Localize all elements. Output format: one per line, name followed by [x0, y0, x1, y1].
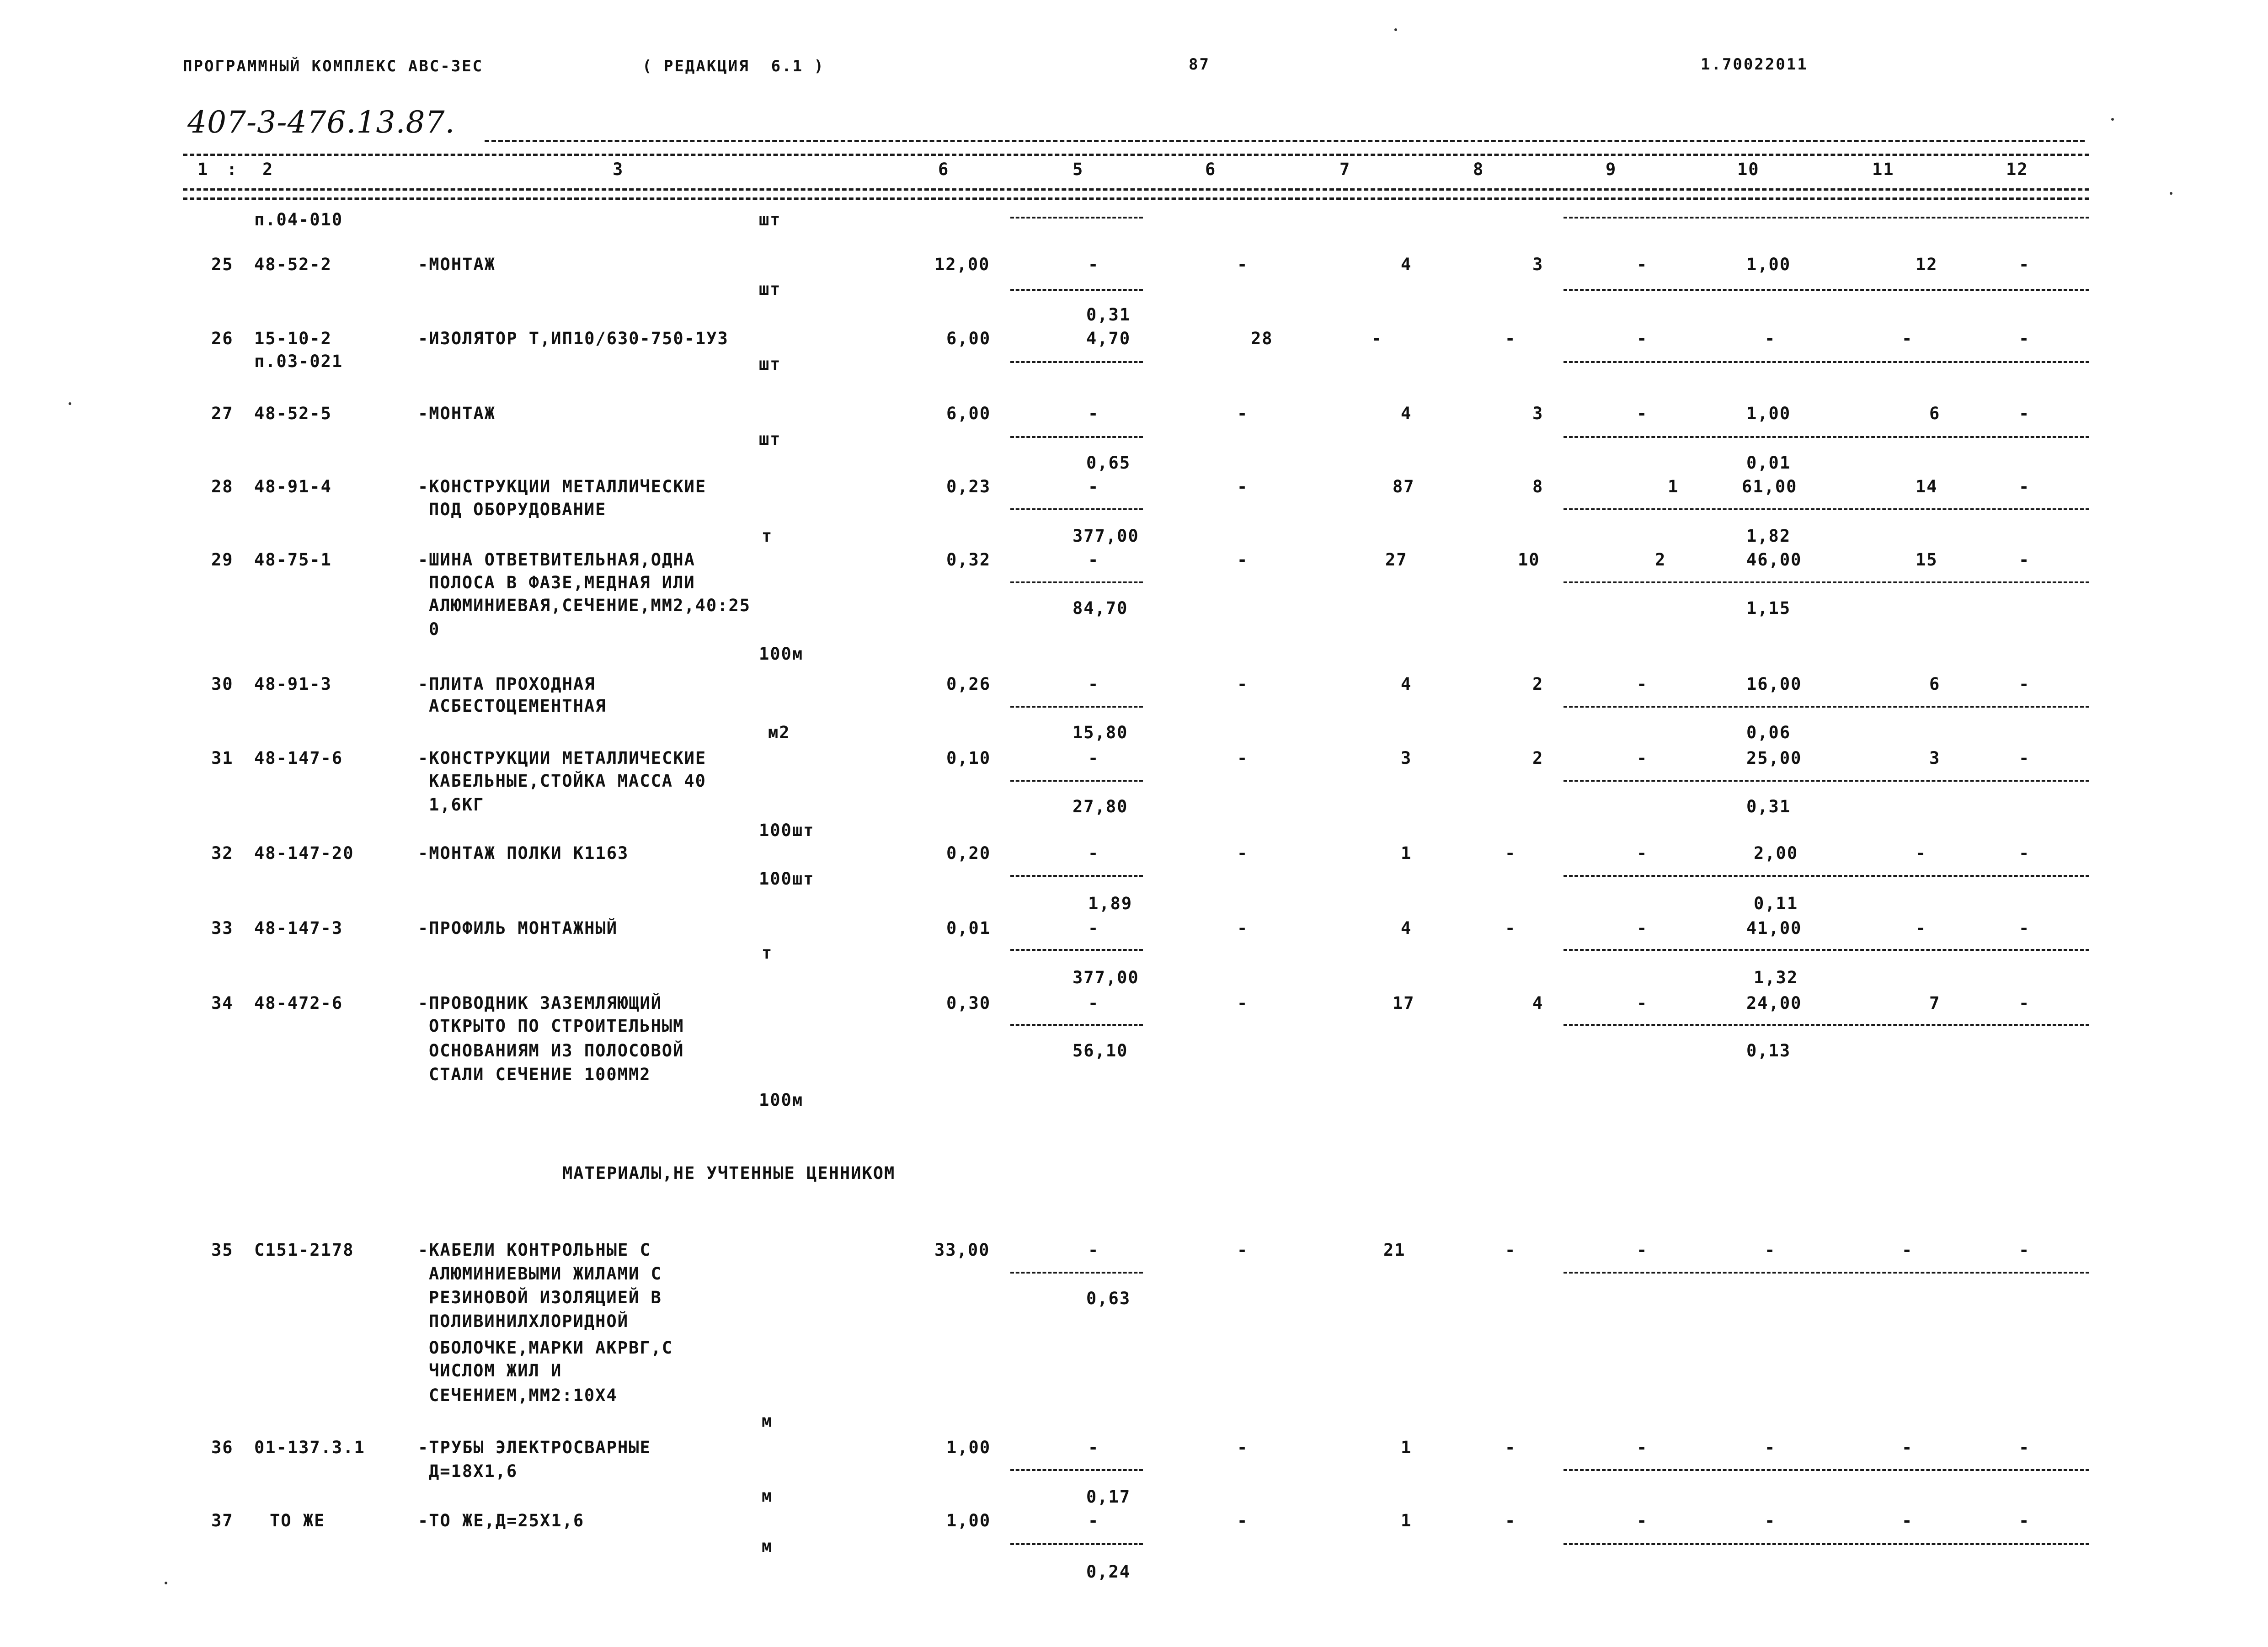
col9-value: -	[1637, 674, 1648, 694]
col10-value: 41,00	[1746, 918, 1802, 938]
price-code: 48-472-6	[254, 993, 343, 1013]
col12-value: -	[2019, 993, 2030, 1013]
price-code: 48-91-4	[254, 477, 332, 496]
work-name-line4: 0	[429, 619, 440, 639]
col-12: 12	[2006, 160, 2028, 179]
col-7: 7	[1339, 160, 1351, 179]
col8-value: -	[1505, 918, 1516, 938]
row-rule	[1010, 949, 1143, 951]
unit: м2	[768, 723, 790, 742]
cost-value: -	[1088, 1438, 1099, 1457]
work-name: -ИЗОЛЯТОР Т,ИП10/630-750-1У3	[418, 329, 729, 348]
column-header-bottom-2	[183, 197, 2089, 200]
price-code: 48-52-2	[254, 255, 332, 274]
col9-value: -	[1637, 404, 1648, 423]
col9-value: -	[1637, 1438, 1648, 1457]
col8-value: 10	[1518, 550, 1540, 570]
row-rule	[1010, 875, 1143, 877]
col10-value: 61,00	[1742, 477, 1798, 496]
row-rule	[1010, 361, 1143, 363]
col6-value: -	[1237, 477, 1249, 496]
col7-value: 1	[1401, 1511, 1412, 1530]
unit: м	[762, 1536, 773, 1556]
row-rule	[1564, 1543, 2089, 1545]
col12-value: -	[2019, 1240, 2030, 1260]
section-title: МАТЕРИАЛЫ,НЕ УЧТЕННЫЕ ЦЕННИКОМ	[562, 1163, 896, 1183]
col10-value-prev: 1,82	[1746, 526, 1791, 546]
unit: 100шт	[759, 869, 815, 889]
program-title: ПРОГРАММНЫЙ КОМПЛЕКС АВС-ЗЕС	[183, 57, 484, 75]
row-number: 36	[211, 1438, 234, 1457]
col12-value: -	[2019, 329, 2030, 348]
row-rule	[1564, 1024, 2089, 1026]
work-name: -ТРУБЫ ЭЛЕКТРОСВАРНЫЕ	[418, 1438, 651, 1457]
col9-value: -	[1637, 918, 1648, 938]
col6-value: -	[1237, 1511, 1249, 1530]
row-number: 28	[211, 477, 234, 496]
col10-value-2: 0,06	[1746, 723, 1791, 742]
col10-value: 16,00	[1746, 674, 1802, 694]
col7-value: 27	[1385, 550, 1408, 570]
col-6b: 6	[1205, 160, 1217, 179]
row-rule	[1564, 436, 2089, 438]
row-number: 31	[211, 748, 234, 768]
row-rule	[1010, 1469, 1143, 1471]
unit: шт	[759, 429, 781, 449]
cost-value: -	[1088, 1240, 1099, 1260]
cost-value-2: 0,63	[1086, 1289, 1131, 1308]
col12-value: -	[2019, 404, 2030, 423]
col8-value: 3	[1532, 404, 1544, 423]
cost-value-2: 27,80	[1073, 797, 1128, 816]
unit: шт	[759, 279, 781, 299]
col9-value: -	[1637, 993, 1648, 1013]
col10-value-2: 0,13	[1746, 1041, 1791, 1061]
row-rule	[1010, 436, 1143, 438]
row-number: 27	[211, 404, 234, 423]
col7-value: 17	[1393, 993, 1415, 1013]
row-rule	[1564, 780, 2089, 782]
cost-value-prev: 377,00	[1073, 526, 1139, 546]
col7-value: 1	[1401, 843, 1412, 863]
col9-value: -	[1637, 843, 1648, 863]
scan-speck	[1394, 28, 1397, 31]
col11-value: -	[1916, 918, 1927, 938]
col8-value: -	[1505, 843, 1516, 863]
work-name-line3: 1,6КГ	[429, 795, 485, 815]
col8-value: 2	[1532, 748, 1544, 768]
col6-value: -	[1237, 404, 1249, 423]
quantity: 12,00	[934, 255, 990, 274]
col-6: 6	[938, 160, 950, 179]
work-name-line5: ОБОЛОЧКЕ,МАРКИ АКРВГ,С	[429, 1338, 673, 1358]
work-name-line4: СТАЛИ СЕЧЕНИЕ 100ММ2	[429, 1065, 651, 1084]
col-2: 2	[262, 160, 274, 179]
price-code: С151-2178	[254, 1240, 354, 1260]
work-name: -ПРОВОДНИК ЗАЗЕМЛЯЮЩИЙ	[418, 993, 662, 1013]
col6-value: -	[1237, 1240, 1249, 1260]
row-rule	[1564, 1469, 2089, 1471]
cost-value: -	[1088, 674, 1099, 694]
col10-value-2: 1,15	[1746, 598, 1791, 618]
work-name-line3: РЕЗИНОВОЙ ИЗОЛЯЦИЕЙ В	[429, 1288, 662, 1307]
unit: м	[762, 1411, 773, 1431]
col11-value: 7	[1929, 993, 1941, 1013]
col-10: 10	[1737, 160, 1760, 179]
row-rule	[1010, 217, 1143, 219]
col12-value: -	[2019, 1511, 2030, 1530]
price-code: 48-147-20	[254, 843, 354, 863]
quantity: 0,01	[946, 918, 991, 938]
col8-value: 8	[1532, 477, 1544, 496]
work-name-line2: КАБЕЛЬНЫЕ,СТОЙКА МАССА 40	[429, 771, 706, 791]
col7-value: 4	[1401, 674, 1412, 694]
col12-value: -	[2019, 477, 2030, 496]
col8-value: -	[1505, 329, 1516, 348]
document-code: 1.70022011	[1701, 55, 1808, 74]
edition-label: ( РЕДАКЦИЯ 6.1 )	[642, 57, 825, 75]
cost-value: -	[1088, 404, 1099, 423]
row-rule	[1010, 1543, 1143, 1545]
scan-speck	[69, 402, 71, 405]
row-rule	[1010, 706, 1143, 708]
col9-value: -	[1637, 255, 1648, 274]
col11-value: 6	[1929, 404, 1941, 423]
col11-value: 6	[1929, 674, 1941, 694]
unit: 100м	[759, 1090, 804, 1110]
scan-speck	[2111, 118, 2114, 121]
col10-value: 1,00	[1746, 255, 1791, 274]
row-number: 25	[211, 255, 234, 274]
col8-value: -	[1505, 1511, 1516, 1530]
col11-value: -	[1902, 1240, 1913, 1260]
col-8: 8	[1473, 160, 1484, 179]
row-rule	[1564, 289, 2089, 291]
unit: шт	[759, 210, 781, 229]
col-5: 5	[1073, 160, 1084, 179]
work-name: -ПРОФИЛЬ МОНТАЖНЫЙ	[418, 918, 618, 938]
col10-value: 24,00	[1746, 993, 1802, 1013]
col12-value: -	[2019, 1438, 2030, 1457]
unit: т	[762, 943, 773, 963]
quantity: 0,32	[946, 550, 991, 570]
row-rule	[1564, 581, 2089, 583]
cost-value-2: 0,17	[1086, 1487, 1131, 1507]
work-name-line7: СЕЧЕНИЕМ,ММ2:10Х4	[429, 1386, 618, 1405]
col9-value: -	[1637, 748, 1648, 768]
col6-value: -	[1237, 1438, 1249, 1457]
unit: шт	[759, 354, 781, 374]
quantity: 1,00	[946, 1438, 991, 1457]
cost-value-prev: 0,31	[1086, 305, 1131, 325]
col6-value: -	[1237, 255, 1249, 274]
row-number: 29	[211, 550, 234, 570]
row-rule	[1010, 1272, 1143, 1274]
column-header-top	[183, 154, 2089, 156]
price-code: ТО ЖЕ	[270, 1511, 326, 1530]
header-rule	[485, 140, 2085, 142]
row-number: 35	[211, 1240, 234, 1260]
cost-value-2: 1,89	[1088, 894, 1133, 913]
row-rule	[1010, 581, 1143, 583]
row-rule	[1564, 1272, 2089, 1274]
col-sep: :	[227, 160, 238, 179]
unit: 100м	[759, 644, 804, 664]
work-name-line2: АСБЕСТОЦЕМЕНТНАЯ	[429, 696, 607, 716]
unit: м	[762, 1486, 773, 1506]
work-name: -КОНСТРУКЦИИ МЕТАЛЛИЧЕСКИЕ	[418, 477, 707, 496]
cost-value: -	[1088, 255, 1099, 274]
col10-value-prev: 0,01	[1746, 453, 1791, 473]
col8-value: -	[1505, 1438, 1516, 1457]
col12-value: -	[2019, 550, 2030, 570]
col10-value: -	[1765, 329, 1776, 348]
unit: 100шт	[759, 821, 815, 840]
col10-value-2: 1,32	[1754, 968, 1798, 987]
price-code: 48-91-3	[254, 674, 332, 694]
row-number: 30	[211, 674, 234, 694]
col11-value: -	[1902, 1438, 1913, 1457]
work-name-line4: ПОЛИВИНИЛХЛОРИДНОЙ	[429, 1311, 629, 1331]
col12-value: -	[2019, 255, 2030, 274]
col10-value: -	[1765, 1438, 1776, 1457]
quantity: 1,00	[946, 1511, 991, 1530]
work-name: -ШИНА ОТВЕТВИТЕЛЬНАЯ,ОДНА	[418, 550, 695, 570]
price-code: 48-147-3	[254, 918, 343, 938]
cost-value: 4,70	[1086, 329, 1131, 348]
col10-value: 25,00	[1746, 748, 1802, 768]
cost-value: -	[1088, 550, 1099, 570]
col6-value: -	[1237, 550, 1249, 570]
col11-value: -	[1916, 843, 1927, 863]
price-code: 01-137.3.1	[254, 1438, 365, 1457]
row-rule	[1010, 1024, 1143, 1026]
col9-value: -	[1637, 1240, 1648, 1260]
work-name-line2: ПОЛОСА В ФАЗЕ,МЕДНАЯ ИЛИ	[429, 573, 695, 592]
cost-value-2: 15,80	[1073, 723, 1128, 742]
cost-value: -	[1088, 477, 1099, 496]
work-name: -МОНТАЖ	[418, 255, 496, 274]
col7-value: 87	[1393, 477, 1415, 496]
work-name: -ТО ЖЕ,Д=25Х1,6	[418, 1511, 585, 1530]
col10-value: 1,00	[1746, 404, 1791, 423]
col7-value: -	[1371, 329, 1383, 348]
row-rule	[1010, 508, 1143, 510]
quantity: 6,00	[946, 329, 991, 348]
col7-value: 21	[1383, 1240, 1406, 1260]
row-number: 34	[211, 993, 234, 1013]
work-name-line2: Д=18Х1,6	[429, 1461, 518, 1481]
col11-value: 15	[1916, 550, 1938, 570]
col9-value: -	[1637, 1511, 1648, 1530]
col7-value: 4	[1401, 255, 1412, 274]
cost-value-2: 84,70	[1073, 598, 1128, 618]
col10-value: -	[1765, 1511, 1776, 1530]
col9-value: 2	[1655, 550, 1666, 570]
cost-value-prev: 0,65	[1086, 453, 1131, 473]
price-code: 48-147-6	[254, 748, 343, 768]
row-number: 32	[211, 843, 234, 863]
column-header-bottom	[183, 188, 2089, 191]
col6-value: -	[1237, 918, 1249, 938]
quantity: 0,20	[946, 843, 991, 863]
col10-value-2: 0,11	[1754, 894, 1798, 913]
col11-value: 14	[1916, 477, 1938, 496]
scan-speck	[2170, 192, 2172, 195]
col12-value: -	[2019, 674, 2030, 694]
row-rule	[1010, 289, 1143, 291]
col12-value: -	[2019, 843, 2030, 863]
col6-value: -	[1237, 674, 1249, 694]
cost-value: -	[1088, 748, 1099, 768]
page-number: 87	[1189, 55, 1210, 74]
col11-value: 12	[1916, 255, 1938, 274]
work-name-line2: ПОД ОБОРУДОВАНИЕ	[429, 500, 607, 519]
col7-value: 4	[1401, 918, 1412, 938]
col11-value: -	[1902, 329, 1913, 348]
quantity: 0,30	[946, 993, 991, 1013]
cost-value-2: 56,10	[1073, 1041, 1128, 1061]
price-code: 15-10-2	[254, 329, 332, 348]
work-name: -КОНСТРУКЦИИ МЕТАЛЛИЧЕСКИЕ	[418, 748, 707, 768]
cost-value: -	[1088, 843, 1099, 863]
col7-value: 3	[1401, 748, 1412, 768]
quantity: 0,26	[946, 674, 991, 694]
work-name-line3: АЛЮМИНИЕВАЯ,СЕЧЕНИЕ,ММ2,40:25	[429, 596, 751, 615]
col8-value: 3	[1532, 255, 1544, 274]
col10-value-2: 0,31	[1746, 797, 1791, 816]
col9-value: -	[1637, 329, 1648, 348]
col11-value: -	[1902, 1511, 1913, 1530]
price-code: 48-75-1	[254, 550, 332, 570]
row-rule	[1564, 361, 2089, 363]
col6-value: -	[1237, 748, 1249, 768]
work-name: -ПЛИТА ПРОХОДНАЯ	[418, 674, 596, 694]
col8-value: 4	[1532, 993, 1544, 1013]
row-number: 37	[211, 1511, 234, 1530]
row-rule	[1564, 949, 2089, 951]
price-code: п.04-010	[254, 210, 343, 229]
row-number: 33	[211, 918, 234, 938]
price-ref: п.03-021	[254, 352, 343, 371]
col8-value: -	[1505, 1240, 1516, 1260]
quantity: 6,00	[946, 404, 991, 423]
col-9: 9	[1606, 160, 1617, 179]
col-11: 11	[1872, 160, 1894, 179]
row-rule	[1564, 875, 2089, 877]
work-name-line6: ЧИСЛОМ ЖИЛ И	[429, 1361, 562, 1380]
col9-value: 1	[1668, 477, 1679, 496]
col-3: 3	[613, 160, 624, 179]
col6-value: -	[1237, 843, 1249, 863]
col6-value: 28	[1251, 329, 1273, 348]
quantity: 33,00	[934, 1240, 990, 1260]
col10-value: 46,00	[1746, 550, 1802, 570]
col12-value: -	[2019, 748, 2030, 768]
col11-value: 3	[1929, 748, 1941, 768]
cost-value-2: 0,24	[1086, 1562, 1131, 1582]
handwritten-designation: 407-3-476.13.87.	[187, 105, 455, 140]
col12-value: -	[2019, 918, 2030, 938]
price-code: 48-52-5	[254, 404, 332, 423]
col8-value: 2	[1532, 674, 1544, 694]
row-rule	[1564, 706, 2089, 708]
cost-value: -	[1088, 1511, 1099, 1530]
col10-value: 2,00	[1754, 843, 1798, 863]
cost-value: -	[1088, 993, 1099, 1013]
col6-value: -	[1237, 993, 1249, 1013]
quantity: 0,10	[946, 748, 991, 768]
scan-speck	[165, 1582, 167, 1584]
unit: т	[762, 526, 773, 546]
work-name: -КАБЕЛИ КОНТРОЛЬНЫЕ С	[418, 1240, 651, 1260]
col7-value: 1	[1401, 1438, 1412, 1457]
col10-value: -	[1765, 1240, 1776, 1260]
quantity: 0,23	[946, 477, 991, 496]
row-rule	[1010, 780, 1143, 782]
cost-value: -	[1088, 918, 1099, 938]
work-name-line2: АЛЮМИНИЕВЫМИ ЖИЛАМИ С	[429, 1264, 662, 1284]
work-name-line2: ОТКРЫТО ПО СТРОИТЕЛЬНЫМ	[429, 1016, 684, 1036]
row-rule	[1564, 217, 2089, 219]
row-rule	[1564, 508, 2089, 510]
cost-value-2: 377,00	[1073, 968, 1139, 987]
col7-value: 4	[1401, 404, 1412, 423]
work-name: -МОНТАЖ ПОЛКИ К1163	[418, 843, 629, 863]
col-1: 1	[197, 160, 209, 179]
work-name: -МОНТАЖ	[418, 404, 496, 423]
row-number: 26	[211, 329, 234, 348]
work-name-line3: ОСНОВАНИЯМ ИЗ ПОЛОСОВОЙ	[429, 1041, 684, 1061]
